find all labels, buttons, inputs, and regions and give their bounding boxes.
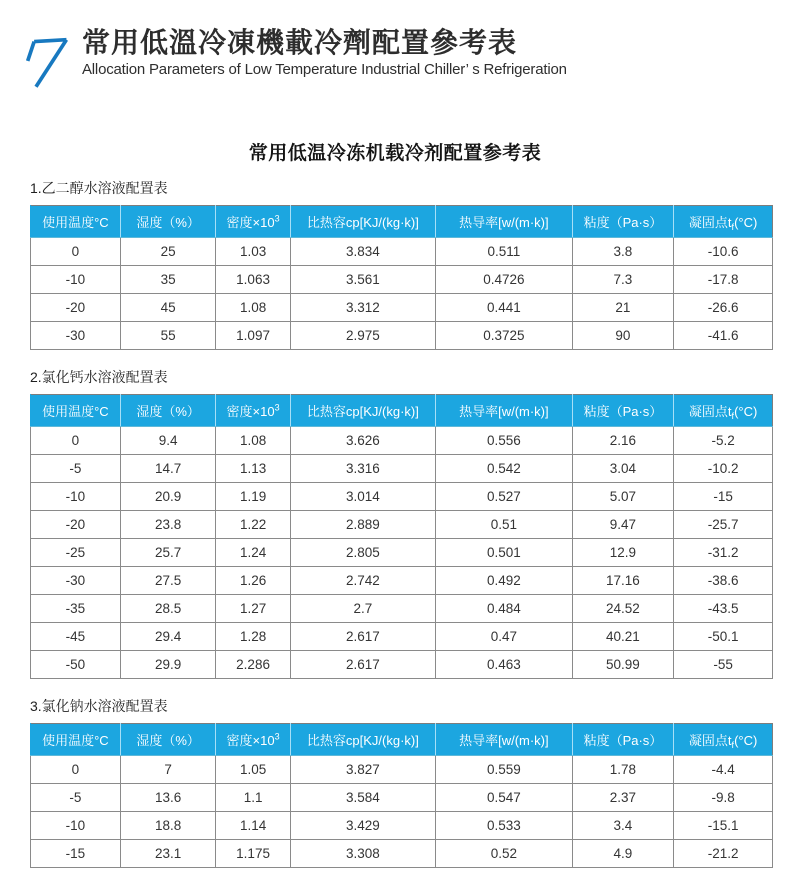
table-cell: -9.8 bbox=[674, 784, 773, 812]
column-header: 比热容cp[KJ/(kg·k)] bbox=[290, 395, 435, 427]
column-header: 密度$\times 10^3$ bbox=[216, 724, 290, 756]
table-cell: 23.8 bbox=[120, 511, 216, 539]
table-cell: 0.511 bbox=[436, 238, 573, 266]
table-cell: 25 bbox=[120, 238, 216, 266]
table-cell: 1.14 bbox=[216, 812, 290, 840]
table-cell: -55 bbox=[674, 651, 773, 679]
column-header: 粘度（Pa·s） bbox=[572, 395, 674, 427]
table-cell: -10.2 bbox=[674, 455, 773, 483]
table-cell: 9.47 bbox=[572, 511, 674, 539]
table-cell: 28.5 bbox=[120, 595, 216, 623]
table-cell: -50 bbox=[31, 651, 121, 679]
table-cell: -15 bbox=[31, 840, 121, 868]
table-row bbox=[31, 511, 773, 539]
table-cell: 50.99 bbox=[572, 651, 674, 679]
table-cell: 0.501 bbox=[436, 539, 573, 567]
table-cell: -25 bbox=[31, 539, 121, 567]
table-cell: 1.03 bbox=[216, 238, 290, 266]
table-cell: 3.014 bbox=[290, 483, 435, 511]
table-cell: 1.13 bbox=[216, 455, 290, 483]
column-header: 使用温度°C bbox=[31, 724, 121, 756]
table-cell: 18.8 bbox=[120, 812, 216, 840]
table-cell: 2.889 bbox=[290, 511, 435, 539]
table-cell: 0.484 bbox=[436, 595, 573, 623]
table-cell: -30 bbox=[31, 567, 121, 595]
column-header: 湿度（%） bbox=[120, 724, 216, 756]
table-cell: 7 bbox=[120, 756, 216, 784]
table-cell: 2.286 bbox=[216, 651, 290, 679]
table-cell: 3.626 bbox=[290, 427, 435, 455]
table-row bbox=[31, 595, 773, 623]
column-header: 粘度（Pa·s） bbox=[572, 724, 674, 756]
table-row bbox=[31, 756, 773, 784]
table-row bbox=[31, 238, 773, 266]
table-row bbox=[31, 623, 773, 651]
table-cell: 14.7 bbox=[120, 455, 216, 483]
table-cell: 2.742 bbox=[290, 567, 435, 595]
table-cell: 40.21 bbox=[572, 623, 674, 651]
table-cell: 3.827 bbox=[290, 756, 435, 784]
section-label: 1.乙二醇水溶液配置表 bbox=[30, 180, 168, 196]
table-cell: -17.8 bbox=[674, 266, 773, 294]
table-cell: -26.6 bbox=[674, 294, 773, 322]
table-cell: -10 bbox=[31, 483, 121, 511]
table-row bbox=[31, 455, 773, 483]
table-row bbox=[31, 784, 773, 812]
table-header-row bbox=[31, 724, 773, 756]
column-header: 比热容cp[KJ/(kg·k)] bbox=[290, 724, 435, 756]
table-row bbox=[31, 322, 773, 350]
table-cell: 55 bbox=[120, 322, 216, 350]
table-cell: -5 bbox=[31, 455, 121, 483]
table-cell: 24.52 bbox=[572, 595, 674, 623]
table-cell: 25.7 bbox=[120, 539, 216, 567]
table-cell: 2.7 bbox=[290, 595, 435, 623]
table-cell: 0.559 bbox=[436, 756, 573, 784]
table-cell: -15 bbox=[674, 483, 773, 511]
data-table bbox=[30, 394, 773, 679]
data-table bbox=[30, 723, 773, 868]
table-cell: 3.316 bbox=[290, 455, 435, 483]
table-cell: 1.08 bbox=[216, 427, 290, 455]
column-header: 粘度（Pa·s） bbox=[572, 206, 674, 238]
table-cell: 4.9 bbox=[572, 840, 674, 868]
table-cell: 3.561 bbox=[290, 266, 435, 294]
table-row bbox=[31, 812, 773, 840]
table-cell: 0.52 bbox=[436, 840, 573, 868]
table-cell: 20.9 bbox=[120, 483, 216, 511]
table-cell: 3.584 bbox=[290, 784, 435, 812]
table-cell: 1.1 bbox=[216, 784, 290, 812]
table-cell: 3.4 bbox=[572, 812, 674, 840]
column-header: 热导率[w/(m·k)] bbox=[436, 395, 573, 427]
table-row bbox=[31, 294, 773, 322]
table-cell: 17.16 bbox=[572, 567, 674, 595]
table-row bbox=[31, 427, 773, 455]
table-cell: 0.533 bbox=[436, 812, 573, 840]
section-label: 3.氯化钠水溶液配置表 bbox=[30, 698, 168, 714]
table-cell: 3.8 bbox=[572, 238, 674, 266]
table-row bbox=[31, 567, 773, 595]
table-cell: 0.4726 bbox=[436, 266, 573, 294]
table-cell: 0 bbox=[31, 238, 121, 266]
table-cell: -5 bbox=[31, 784, 121, 812]
table-cell: 23.1 bbox=[120, 840, 216, 868]
table-cell: 12.9 bbox=[572, 539, 674, 567]
table-cell: -50.1 bbox=[674, 623, 773, 651]
table-cell: 3.834 bbox=[290, 238, 435, 266]
table-cell: -20 bbox=[31, 511, 121, 539]
table-cell: 2.37 bbox=[572, 784, 674, 812]
table-cell: 45 bbox=[120, 294, 216, 322]
table-cell: 2.975 bbox=[290, 322, 435, 350]
column-header: 凝固点$t_f(^\circ C)$ bbox=[674, 206, 773, 238]
table-cell: 1.28 bbox=[216, 623, 290, 651]
table-cell: 7.3 bbox=[572, 266, 674, 294]
table-cell: 0.463 bbox=[436, 651, 573, 679]
table-cell: -35 bbox=[31, 595, 121, 623]
column-header: 湿度（%） bbox=[120, 206, 216, 238]
table-cell: 1.24 bbox=[216, 539, 290, 567]
table-cell: 3.308 bbox=[290, 840, 435, 868]
table-cell: 0.47 bbox=[436, 623, 573, 651]
table-cell: -15.1 bbox=[674, 812, 773, 840]
table-cell: 5.07 bbox=[572, 483, 674, 511]
table-row bbox=[31, 840, 773, 868]
column-header: 比热容cp[KJ/(kg·k)] bbox=[290, 206, 435, 238]
table-cell: -43.5 bbox=[674, 595, 773, 623]
table-cell: 1.22 bbox=[216, 511, 290, 539]
brand-titles bbox=[82, 27, 567, 79]
table-cell: -45 bbox=[31, 623, 121, 651]
table-row bbox=[31, 266, 773, 294]
table-cell: -10.6 bbox=[674, 238, 773, 266]
table-header-row bbox=[31, 395, 773, 427]
section-sodium-chloride bbox=[30, 696, 773, 868]
table-cell: 1.05 bbox=[216, 756, 290, 784]
table-row bbox=[31, 539, 773, 567]
table-header-row bbox=[31, 206, 773, 238]
table-cell: -10 bbox=[31, 266, 121, 294]
table-cell: 29.4 bbox=[120, 623, 216, 651]
table-row bbox=[31, 651, 773, 679]
table-cell: 1.175 bbox=[216, 840, 290, 868]
data-table bbox=[30, 205, 773, 350]
table-cell: -5.2 bbox=[674, 427, 773, 455]
table-cell: 0 bbox=[31, 756, 121, 784]
table-cell: 0.527 bbox=[436, 483, 573, 511]
table-row bbox=[31, 483, 773, 511]
table-cell: 29.9 bbox=[120, 651, 216, 679]
section-label: 2.氯化钙水溶液配置表 bbox=[30, 369, 168, 385]
column-header: 使用温度°C bbox=[31, 395, 121, 427]
table-cell: 1.27 bbox=[216, 595, 290, 623]
table-cell: 27.5 bbox=[120, 567, 216, 595]
column-header: 凝固点$t_f(^\circ C)$ bbox=[674, 395, 773, 427]
table-cell: -21.2 bbox=[674, 840, 773, 868]
table-cell: 0.3725 bbox=[436, 322, 573, 350]
table-cell: 1.78 bbox=[572, 756, 674, 784]
table-cell: 1.063 bbox=[216, 266, 290, 294]
table-cell: 1.26 bbox=[216, 567, 290, 595]
table-cell: -31.2 bbox=[674, 539, 773, 567]
table-cell: 0.492 bbox=[436, 567, 573, 595]
table-cell: 1.08 bbox=[216, 294, 290, 322]
table-cell: 90 bbox=[572, 322, 674, 350]
page-subtitle: Allocation Parameters of Low Temperature Industrial Chiller’ s Refrigeration bbox=[82, 61, 567, 78]
table-cell: 1.097 bbox=[216, 322, 290, 350]
table-cell: 2.805 bbox=[290, 539, 435, 567]
table-cell: -10 bbox=[31, 812, 121, 840]
table-cell: 0.441 bbox=[436, 294, 573, 322]
table-cell: 0.542 bbox=[436, 455, 573, 483]
table-cell: -30 bbox=[31, 322, 121, 350]
table-cell: 21 bbox=[572, 294, 674, 322]
table-cell: 3.429 bbox=[290, 812, 435, 840]
table-cell: 2.617 bbox=[290, 651, 435, 679]
table-cell: 3.312 bbox=[290, 294, 435, 322]
column-header: 热导率[w/(m·k)] bbox=[436, 724, 573, 756]
column-header: 凝固点$t_f(^\circ C)$ bbox=[674, 724, 773, 756]
table-cell: 0.547 bbox=[436, 784, 573, 812]
column-header: 密度$\times 10^3$ bbox=[216, 206, 290, 238]
table-cell: 13.6 bbox=[120, 784, 216, 812]
table-cell: 35 bbox=[120, 266, 216, 294]
page-header bbox=[0, 0, 790, 91]
column-header: 使用温度°C bbox=[31, 206, 121, 238]
table-cell: -25.7 bbox=[674, 511, 773, 539]
table-cell: 0.556 bbox=[436, 427, 573, 455]
table-cell: -20 bbox=[31, 294, 121, 322]
document-title: 常用低温冷冻机载冷剂配置参考表 bbox=[248, 143, 542, 164]
table-cell: -41.6 bbox=[674, 322, 773, 350]
table-cell: -4.4 bbox=[674, 756, 773, 784]
column-header: 湿度（%） bbox=[120, 395, 216, 427]
column-header: 密度$\times 10^3$ bbox=[216, 395, 290, 427]
section-ethylene-glycol bbox=[30, 178, 773, 350]
table-cell: 0.51 bbox=[436, 511, 573, 539]
page-title: 常用低溫冷凍機載冷劑配置參考表 bbox=[82, 27, 518, 58]
section-calcium-chloride bbox=[30, 367, 773, 679]
arrow-up-right-icon bbox=[24, 29, 72, 91]
column-header: 热导率[w/(m·k)] bbox=[436, 206, 573, 238]
table-cell: -38.6 bbox=[674, 567, 773, 595]
table-cell: 1.19 bbox=[216, 483, 290, 511]
table-cell: 2.16 bbox=[572, 427, 674, 455]
table-cell: 2.617 bbox=[290, 623, 435, 651]
table-cell: 9.4 bbox=[120, 427, 216, 455]
table-cell: 3.04 bbox=[572, 455, 674, 483]
table-cell: 0 bbox=[31, 427, 121, 455]
